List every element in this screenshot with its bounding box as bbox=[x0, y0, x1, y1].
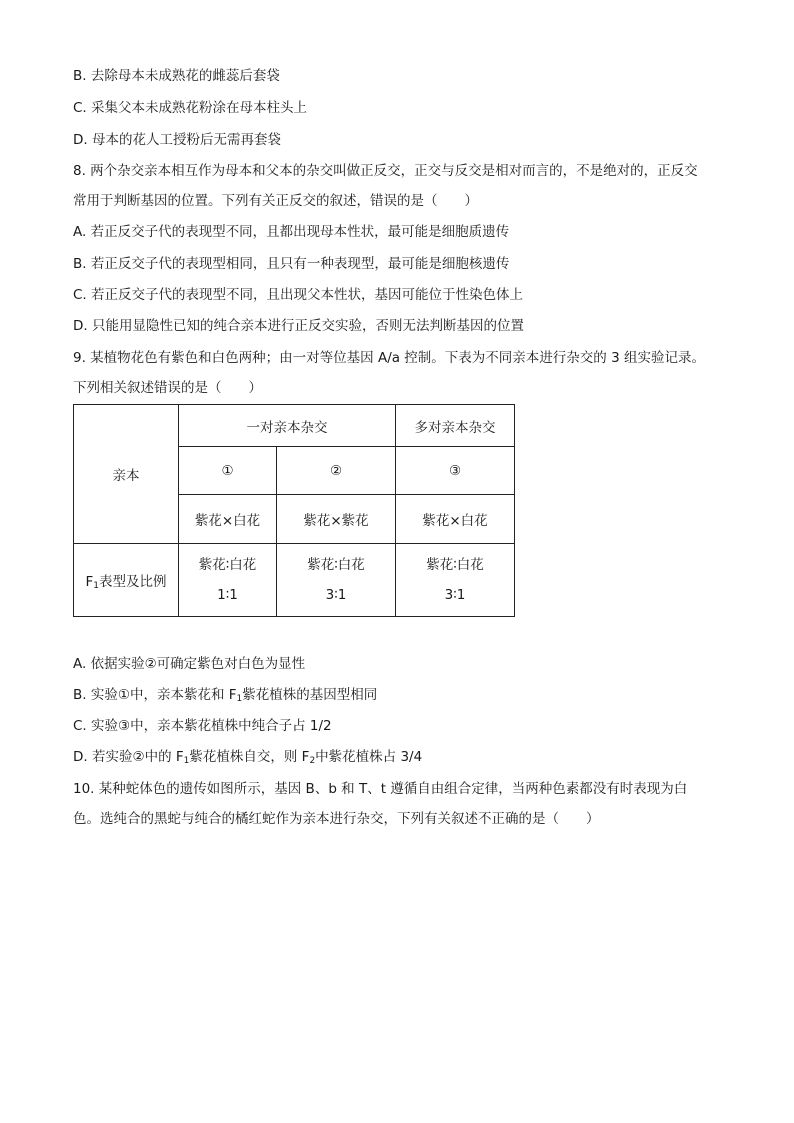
ratio-cell-1 bbox=[179, 544, 277, 617]
q10-stem-line2: 色。选纯合的黑蛇与纯合的橘红蛇作为亲本进行杂交，下列有关叙述不正确的是（ ） bbox=[73, 811, 600, 827]
q8-option-d: D. 只能用显隐性已知的纯合亲本进行正反交实验，否则无法判断基因的位置 bbox=[73, 318, 524, 334]
q8-stem-line2: 常用于判断基因的位置。下列有关正反交的叙述，错误的是（ ） bbox=[73, 193, 478, 209]
q9-option-a: A. 依据实验②可确定紫色对白色为显性 bbox=[73, 656, 306, 672]
q8-stem-line1: 8. 两个杂交亲本相互作为母本和父本的杂交叫做正反交，正交与反交是相对而言的，不是绝对的，正反交 bbox=[73, 163, 698, 179]
q9-stem-line2: 下列相关叙述错误的是（ ） bbox=[73, 380, 262, 396]
ratio-label: 紫花∶白花 bbox=[198, 557, 257, 573]
parent-label-cell: 亲本 bbox=[74, 405, 179, 544]
ratio-value: 3∶1 bbox=[325, 587, 347, 603]
ratio-cell-2 bbox=[277, 544, 396, 617]
q8-option-c: C. 若正反交子代的表现型不同，且出现父本性状，基因可能位于性染色体上 bbox=[73, 287, 524, 303]
exp-id-1: ① bbox=[179, 447, 277, 495]
q9-option-c: C. 实验③中，亲本紫花植株中纯合子占 1/2 bbox=[73, 718, 332, 734]
q8-option-b: B. 若正反交子代的表现型相同，且只有一种表现型，最可能是细胞核遗传 bbox=[73, 256, 510, 272]
exp-id-3: ③ bbox=[396, 447, 515, 495]
q9-stem-line1: 9. 某植物花色有紫色和白色两种；由一对等位基因 A/a 控制。下表为不同亲本进行杂交的 3 组实验记录。 bbox=[73, 350, 705, 366]
cross-2: 紫花×紫花 bbox=[277, 495, 396, 544]
cross-3: 紫花×白花 bbox=[396, 495, 515, 544]
q8-option-a: A. 若正反交子代的表现型不同，且都出现母本性状，最可能是细胞质遗传 bbox=[73, 224, 510, 240]
q9-option-b: B. 实验①中，亲本紫花和 $F_1$紫花植株的基因型相同 bbox=[73, 687, 378, 704]
single-pair-header: 一对亲本杂交 bbox=[179, 405, 396, 447]
q10-stem-line1: 10. 某种蛇体色的遗传如图所示，基因 B、b 和 T、t 遵循自由组合定律，当两种色素都没有时表现为白 bbox=[73, 781, 688, 797]
q9-option-d: D. 若实验②中的 $F_1$紫花植株自交，则 $F_2$中紫花植株占 3/4 bbox=[73, 749, 423, 766]
multi-pair-header: 多对亲本杂交 bbox=[396, 405, 515, 447]
ratio-value: 3∶1 bbox=[444, 587, 466, 603]
f1-label-cell: $F_1$表型及比例 bbox=[74, 544, 179, 617]
ratio-value: 1∶1 bbox=[217, 587, 238, 603]
q7-option-d: D. 母本的花人工授粉后无需再套袋 bbox=[73, 132, 281, 148]
ratio-label: 紫花∶白花 bbox=[426, 557, 484, 573]
ratio-cell-3 bbox=[396, 544, 515, 617]
q7-option-b: B. 去除母本未成熟花的雌蕊后套袋 bbox=[73, 68, 280, 84]
experiment-table bbox=[73, 404, 515, 617]
q7-option-c: C. 采集父本未成熟花粉涂在母本柱头上 bbox=[73, 100, 308, 116]
cross-1: 紫花×白花 bbox=[179, 495, 277, 544]
exp-id-2: ② bbox=[277, 447, 396, 495]
ratio-label: 紫花∶白花 bbox=[307, 557, 365, 573]
